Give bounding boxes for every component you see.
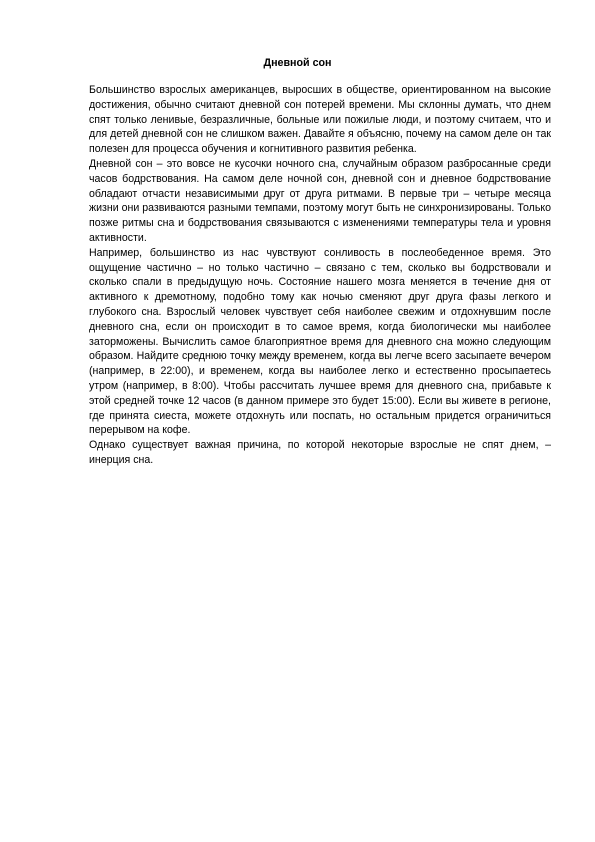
paragraph-4: Однако существует важная причина, по которой некоторые взрослые не спят днем, – инерция сна. — [89, 439, 551, 466]
document-title: Дневной сон — [263, 57, 332, 69]
document-body — [89, 83, 551, 468]
paragraph-3: Например, большинство из нас чувствуют сонливость в послеобеденное время. Это ощущение частично – но только частично – связано с тем, сколько вы бодрствовали и сколько спали в предыдущую ночь. Состояние нашего мозга меняется в течение дня от активного к дремотному, подобно тому как ночью сменяют друг друга фазы легкого и глубокого сна. Взрослый человек чувствует себя наиболее свежим и отдохнувшим после дневного сна, если он происходит в то самое время, когда биологически мы наиболее заторможены. Вычислить самое благоприятное время для дневного сна можно следующим образом. Найдите среднюю точку между временем, когда вы легче всего засыпаете вечером (например, в 22:00), и временем, когда вы наиболее легко и естественно просыпаетесь утром (например, в 8:00). Чтобы рассчитать лучшее время для дневного сна, прибавьте к этой средней точке 12 часов (в данном примере это будет 15:00). Если вы живете в регионе, где принята сиеста, можете отдохнуть или поспать, но остальным придется ограничиться перерывом на кофе. — [89, 246, 551, 437]
paragraph-2: Дневной сон – это вовсе не кусочки ночного сна, случайным образом разбросанные среди часов бодрствования. На самом деле ночной сон, дневной сон и дневное бодрствование обладают отчасти независимыми друг от друга ритмами. В первые три – четыре месяца жизни они развиваются разными темпами, поэтому могут быть не синхронизированы. Только позже ритмы сна и бодрствования связываются с изменениями температуры тела и уровня активности. — [89, 157, 551, 244]
paragraph-1: Большинство взрослых американцев, выросших в обществе, ориентированном на высокие достижения, обычно считают дневной сон потерей времени. Мы склонны думать, что днем спят только ленивые, безразличные, больные или пожилые люди, и поэтому считаем, что и для детей дневной сон не слишком важен. Давайте я объясню, почему на самом деле он так полезен для процесса обучения и когнитивного развития ребенка. — [89, 84, 551, 156]
